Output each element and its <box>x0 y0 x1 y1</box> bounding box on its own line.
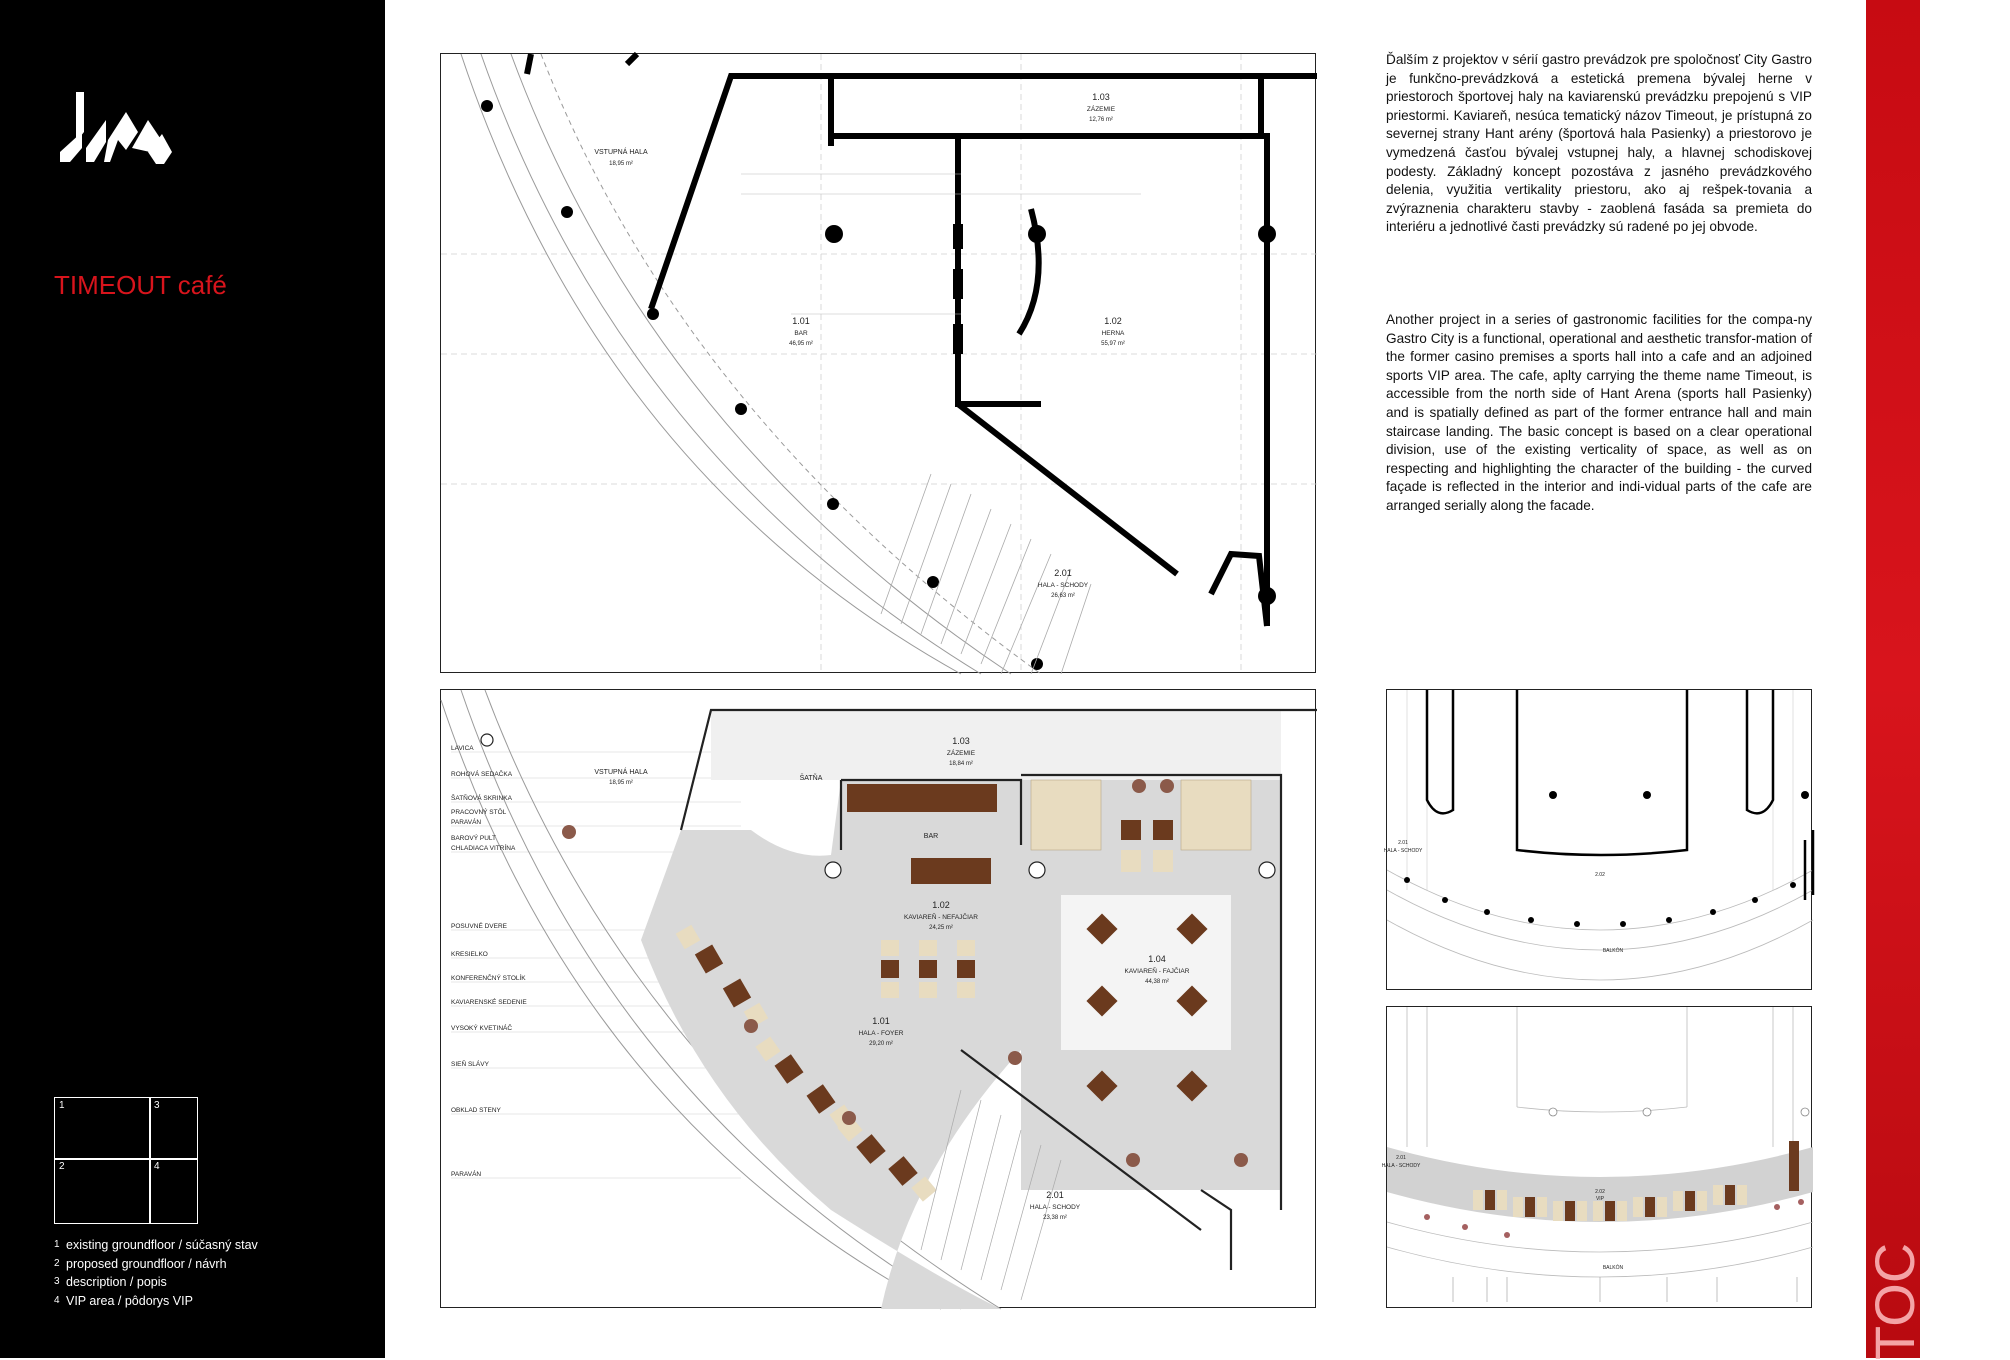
room-label-area: 24,25 m² <box>929 925 953 931</box>
side-label: PRACOVNÝ STÔL <box>451 809 507 816</box>
side-label: ŠATŇOVÁ SKRINKA <box>451 795 512 802</box>
side-label: ROHOVÁ SEDAČKA <box>451 771 513 778</box>
room-label-name: BAR <box>923 833 939 840</box>
room-label-name: HALA - SCHODY <box>1037 582 1089 589</box>
room-label-name: HALA - SCHODY <box>1383 848 1423 854</box>
room-label-id: 2.01 <box>1054 568 1072 578</box>
red-accent-strip <box>1866 0 1920 1358</box>
room-label-id: 1.02 <box>1104 316 1122 326</box>
legend-item: 1 existing groundfloor / súčasný stav <box>54 1238 258 1252</box>
room-label-area: 18,95 m² <box>609 161 633 167</box>
description-sk: Ďalším z projektov v sérií gastro prevádzok pre spoločnosť City Gastro je funkčno-prevádzková a estetická premena bývalej herne v priestoroch športovej haly na kaviarenskú prevádzku prepojenú s VIP priestormi. Kaviareň, nesúca tematický názov Timeout, je prístupná zo severnej strany Hant arény (športová hala Pasienky) a priestorovo je vymedzená časťou bývalej vstupnej haly, a hlavnej schodiskovej podesty. Základný koncept pozostáva z jasného prevádzkového delenia, využitia vertikality priestoru, ako aj rešpek-tovania a zvýraznenia charakteru stavby - zaoblená fasáda sa premieta do interiéru a jednotlivé časti prevádzky sú radené po jej obvode. <box>1386 52 1812 235</box>
room-label-name: ŠATŇA <box>799 775 823 782</box>
room-label-area: 44,38 m² <box>1145 979 1169 985</box>
side-label: PARAVÁN <box>451 1171 482 1178</box>
room-label-area: 12,76 m² <box>1089 117 1113 123</box>
side-label: SIEŇ SLÁVY <box>451 1061 489 1068</box>
room-label-name: ZÁZEMIE <box>946 750 976 757</box>
room-label-id: 1.01 <box>792 316 810 326</box>
room-label-name: KAVIAREŇ - NEFAJČIAR <box>904 914 978 921</box>
room-label-area: 18,95 m² <box>609 780 633 786</box>
room-label-name: VIP <box>1595 1196 1605 1202</box>
room-label-area: 55,97 m² <box>1101 341 1125 347</box>
grid-cell-2: 2 <box>54 1158 151 1224</box>
side-label: KONFERENČNÝ STOLÍK <box>451 975 526 982</box>
grid-cell-3: 3 <box>149 1097 198 1160</box>
plan-existing-drawing <box>441 54 1317 674</box>
room-label-id: 2.02 <box>1595 1189 1605 1195</box>
side-label: KRESIELKO <box>451 951 488 958</box>
grid-cell-4: 4 <box>149 1158 198 1224</box>
room-label-area: 29,20 m² <box>869 1041 893 1047</box>
room-label-id: 1.03 <box>1092 92 1110 102</box>
room-label-area: 26,63 m² <box>1051 593 1075 599</box>
room-label-name: HALA - SCHODY <box>1381 1163 1421 1169</box>
room-label-name: VSTUPNÁ HALA <box>594 149 648 156</box>
room-label-id: 1.04 <box>1148 954 1166 964</box>
plan-vip-top-drawing <box>1383 690 1813 991</box>
sidebar <box>0 0 385 1358</box>
plan-proposed-panel <box>440 689 1316 1308</box>
project-title: TIMEOUT café <box>54 270 227 300</box>
plan-proposed-drawing <box>441 690 1317 1309</box>
room-label-id: 1.02 <box>932 900 950 910</box>
grid-cell-1: 1 <box>54 1097 151 1160</box>
legend-list <box>54 1236 258 1310</box>
room-label-name: HERNA <box>1101 330 1125 337</box>
room-label-name: BAR <box>794 330 808 337</box>
room-label-id: 2.01 <box>1046 1190 1064 1200</box>
room-label-name: HALA - FOYER <box>858 1030 904 1037</box>
room-label-id: 2.02 <box>1595 872 1605 878</box>
im-logo-icon <box>60 92 172 172</box>
plan-vip-bottom-panel <box>1381 1006 1812 1308</box>
room-label-name: KAVIAREŇ - FAJČIAR <box>1124 968 1190 975</box>
legend-item: 4 VIP area / pôdorys VIP <box>54 1293 193 1308</box>
side-label: VYSOKÝ KVETINÁČ <box>451 1025 513 1032</box>
room-label-area: 23,38 m² <box>1043 1215 1067 1221</box>
room-label-name: VSTUPNÁ HALA <box>594 769 648 776</box>
legend-item: 3 description / popis <box>54 1275 167 1289</box>
description-en: Another project in a series of gastronomic facilities for the compa-ny Gastro City is a functional, operational and aesthetic transfor-mation of the former casino premises a sports hall into a cafe and an adjoined sports VIP area. The cafe, aplty carrying the theme name Timeout, is accessible from the north side of Hant Arena (sports hall Pasienky) and is spatially defined as part of the former entrance hall and main staircase landing. The basic concept is based on a clear operational division, use of the existing verticality of space, as well as on respecting and highlighting the character of the building - the curved façade is reflected in the interior and indi-vidual parts of the cafe are arranged serially along the facade. <box>1386 312 1812 513</box>
room-label-name: HALA - SCHODY <box>1029 1204 1081 1211</box>
room-label-id: 2.01 <box>1398 840 1408 846</box>
legend-grid <box>54 1097 198 1224</box>
side-label: BAROVÝ PULT <box>451 835 497 842</box>
plan-existing-panel <box>440 53 1316 673</box>
plan-vip-bottom-drawing <box>1381 1007 1813 1309</box>
room-label-name: ZÁZEMIE <box>1086 106 1116 113</box>
plan-vip-top-panel <box>1383 689 1812 990</box>
room-label-id: 2.01 <box>1396 1155 1406 1161</box>
room-label-id: 1.03 <box>952 736 970 746</box>
room-label-area: 46,95 m² <box>789 341 813 347</box>
room-label-area: 18,84 m² <box>949 761 973 767</box>
strip-text: TOC <box>1863 1242 1926 1360</box>
side-label: CHLADIACA VITRÍNA <box>451 845 516 852</box>
side-label: PARAVÁN <box>451 819 482 826</box>
side-label: KAVIARENSKÉ SEDENIE <box>451 999 527 1006</box>
room-label-name: BALKÓN <box>1602 1265 1624 1271</box>
legend-item: 2 proposed groundfloor / návrh <box>54 1256 227 1271</box>
room-label-id: 1.01 <box>872 1016 890 1026</box>
room-label-name: BALKÓN <box>1602 948 1624 954</box>
side-label: POSUVNÉ DVERE <box>451 923 507 930</box>
side-label: OBKLAD STENY <box>451 1107 501 1114</box>
side-label: LAVICA <box>451 745 474 752</box>
